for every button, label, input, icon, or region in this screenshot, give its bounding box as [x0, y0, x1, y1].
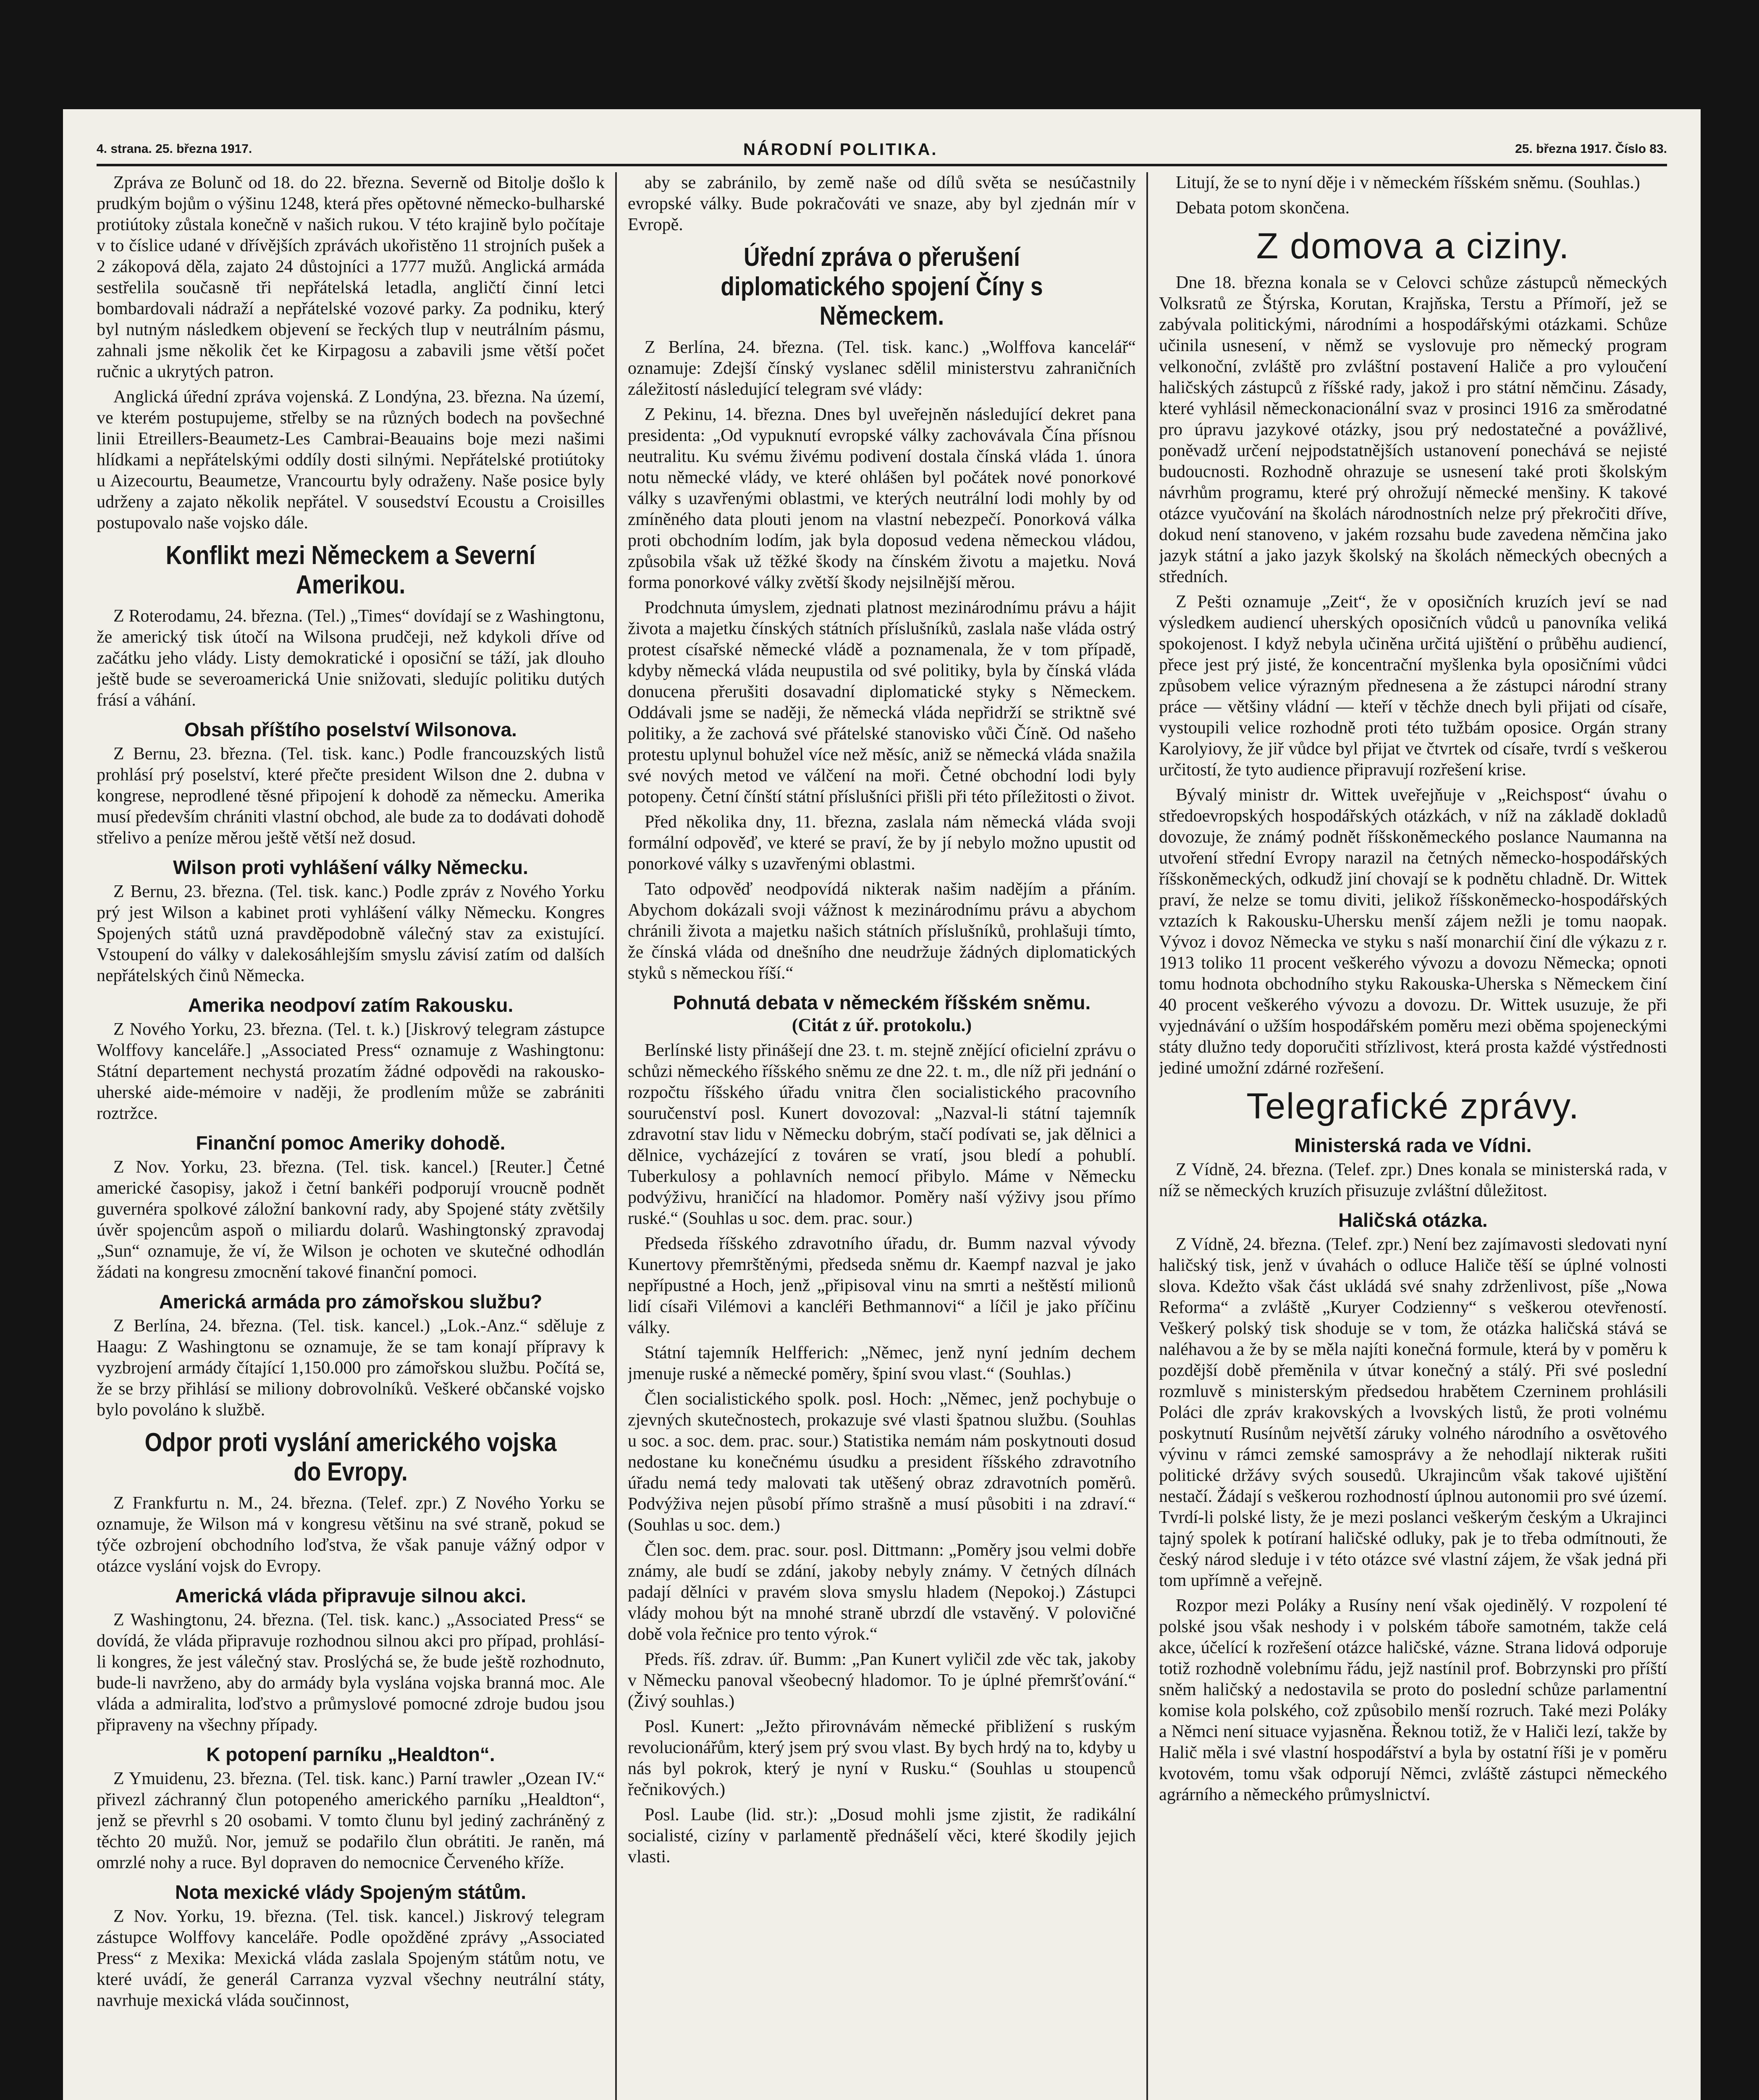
article-paragraph: Z Washingtonu, 24. března. (Tel. tisk. kanc.) „Associated Press“ se dovídá, že vláda připravuje rozhodnou silnou akci pro případ, prohlásí-li kongres, že jest válečný stav. Proslýchá se, že bude ještě rozhodnuto, bude-li navrženo, aby do armády byla vyslána vojska branná moc. Ale vláda a admiralita, loďstvo a průmyslové pomocné zdroje budou jsou připraveny na všechny případy. — [97, 1610, 605, 1735]
article — [1159, 172, 1667, 218]
article — [1159, 1134, 1667, 1201]
article-heading: Konflikt mezi Německem a Severní Amerikou. — [165, 541, 536, 599]
article-paragraph: Z Bernu, 23. března. (Tel. tisk. kanc.) Podle zpráv z Nového Yorku prý jest Wilson a kabinet proti vyhlášení války Německu. Kongres Spojených států uzná pravděpodobně válečný stav za existující. Vstoupení do války v dalekosáhlejším smyslu závisí zatím od dalších nepřátelských činů Německa. — [97, 882, 605, 985]
article-paragraph: Litují, že se to nyní děje i v německém říšském sněmu. (Souhlas.) — [1176, 173, 1640, 192]
article — [628, 243, 1136, 984]
column-divider — [1146, 172, 1148, 2100]
article-paragraph: Tato odpověď neodpovídá nikterak našim nadějím a přáním. Abychom dokázali svoji vážnost k mezinárodnímu právu a abychom chránili života a majetku našich státních příslušníků, prohlašuji tímto, že čínská vláda od dnešního dne neudržuje žádných diplomatických styků s německou říší.“ — [628, 879, 1136, 983]
page-date-left: 4. strana. 25. března 1917. — [97, 142, 252, 156]
article — [1159, 226, 1667, 1079]
article-heading: Z domova a ciziny. — [1256, 226, 1570, 266]
article — [1159, 1209, 1667, 1805]
article-paragraph: Člen socialistického spolk. posl. Hoch: „Němec, jenž pochybuje o zjevných skutečnostech, prokazuje své vlasti špatnou službu. (Souhlas u soc. a soc. dem. prac. sour.) Statistika nemám nám poskytnouti dosud nedostane ku konečnému úsudku a president říšského zdravotního úřadu nemá tedy malovati tak utěšený obraz zdravotních poměrů. Podvýživa nejen působí přímo strašně a musí působiti i na zdraví.“ (Souhlas u soc. dem.) — [628, 1389, 1136, 1535]
article-heading: Pohnutá debata v německém říšském sněmu. — [673, 992, 1091, 1013]
article-paragraph: Z Roterodamu, 24. března. (Tel.) „Times“ dovídají se z Washingtonu, že americký tisk útočí na Wilsona prudčeji, než kdykoli dříve od začátku jeho vlády. Listy demokratické i oposiční se táží, jak dlouho ještě bude se severoamerická Unie snižovati, sledujíc politiku dutých frásí a váhání. — [97, 606, 605, 710]
article-heading: K potopení parníku „Healdton“. — [206, 1743, 495, 1765]
article-paragraph: Bývalý ministr dr. Wittek uveřejňuje v „Reichspost“ úvahu o středoevropských hospodářských otázkách, v níž na základě dokladů dovozuje, že známý podnět říšskoněmeckého poslance Naumanna na utvoření střední Evropy narazil na četných německo-hospodářských říšskoněmeckých, odkudž jiní chovají se k podnětu chladně. Dr. Wittek praví, že nelze se tomu diviti, jelikož říšskoněmecko-hospodářských vztazích k Rakousku-Uhersku menší zájem nežli je tomu naopak. Vývoz i dovoz Německa ve styku s naší monarchií činí dle výkazu z r. 1913 toliko 11 procent veškerého vývozu a dovozu Německa; opnoti tomu hodnota obchodního styku Rakouska-Uherska s Německem činí 40 procent veškerého vývozu a dovozu. Dr. Wittek usuzuje, že při vyjednávání o užším hospodářském poměru mezi oběma spojeneckými státy dlužno tedy doporučiti střízlivost, která prosta každé výstřednosti jediné umožní zdárné rozřešení. — [1159, 785, 1667, 1078]
article — [97, 994, 605, 1124]
column-2 — [628, 172, 1136, 2100]
article — [97, 1428, 605, 1577]
column-1 — [97, 172, 605, 2100]
article-paragraph: Dne 18. března konala se v Celovci schůze zástupců německých Volksratů ze Štýrska, Korutan, Krajňska, Terstu a Přímoří, jež se zabývala politickými, národními a hospodářskými otázkami. Schůze učinila usnesení, v němž se vyslovuje pro německý program velkonoční, zvláště pro zvláštní postavení Haliče a pro vyloučení haličských zástupců z říšské rady, jakož i pro státní němčinu. Zásady, které vyhlásil německonacionální svaz v prosinci 1916 za směrodatné pro úpravu jazykové otázky, jsou prý nedostatečné a povážlivé, poněvadž určení nejpodstatnějších ustanovení ponechává se nejisté budoucnosti. Rozhodně ohrazuje se usnesení také proti školským návrhům programu, které prý ohrožují německé menšiny. K takové otázce vyučování na školách národnostních nelze prý překročiti dříve, dokud není stanoveno, v jakém rozsahu bude zavedena němčina jako jazyk státní a jako jazyk školský na školách německých obecných a středních. — [1159, 273, 1667, 586]
article-paragraph: Rozpor mezi Poláky a Rusíny není však ojedinělý. V rozpolení té polské jsou však neshody i v polském táboře samotném, takže celá akce, účelící k rozřešení otázce haličské, vázne. Strana lidová odporuje totiž rozhodně volebnímu řádu, jejž nastínil prof. Bobrzynski pro příští sněm haličský a nedostavila se proto do poslední schůze parlamentní komise kola polského, což způsobilo menší rozruch. Také mezi Poláky a Němci není situace vyjasněna. Řeknou totiž, že v Haliči lezí, takže by Halič měla i své vlastní hospodářství a byla by ostatní říši je v poměru kvotovém, tomu však odporují Němci, zvláště zástupci německého agrárního a německého průmyslnictví. — [1159, 1596, 1667, 1804]
article-paragraph: Předs. říš. zdrav. úř. Bumm: „Pan Kunert vyličil zde věc tak, jakoby v Německu panoval všeobecný hladomor. To je úplné přemršťování.“ (Živý souhlas.) — [628, 1650, 1136, 1711]
article — [97, 1131, 605, 1283]
article — [97, 1584, 605, 1735]
article-paragraph: Z Ymuidenu, 23. března. (Tel. tisk. kanc.) Parní trawler „Ozean IV.“ přivezl záchranný člun potopeného amerického parníku „Healdton“, jenž se převrhl s 20 osobami. V tomto člunu byl jediný zachráněný z těchto 20 mužů. Nor, jemuž se podařilo člun obrátiti. Je raněn, má omrzlé nohy a ruce. Byl dopraven do nemocnice Červeného kříže. — [97, 1769, 605, 1872]
article-heading: Úřední zpráva o přerušení diplomatického spojení Číny s Německem. — [721, 243, 1043, 331]
article — [1159, 1086, 1667, 1126]
article-heading: Americká armáda pro zámořskou službu? — [159, 1291, 543, 1312]
article-paragraph: Z Berlína, 24. března. (Tel. tisk. kancel.) „Lok.-Anz.“ sděluje z Haagu: Z Washingtonu se oznamuje, že se tam konají přípravy k vyzbrojení armády čítající 1,150.000 pro zámořskou službu. Počítá se, že se brzy přihlásí se miliony dobrovolníků. Veškeré občanské vojsko bylo povoláno k službě. — [97, 1316, 605, 1420]
article-paragraph: Anglická úřední zpráva vojenská. Z Londýna, 23. března. Na území, ve kterém postupujeme, střelby se na různých bodech na povšechné linii Etreillers-Beaumetz-Les Cambrai-Beauains boje mezi našimi hlídkami a nepřátelskými oddíly dosti silnými. Nepřátelské protiútoky u Aizecourtu, Beaumetze, Vrancourtu byly odraženy. Naše posice byly udrženy a zajato několik nepřátel. V sousedství Ecoustu a Croisilles postupovalo naše vojsko dále. — [97, 387, 605, 533]
article-paragraph: Posl. Laube (lid. str.): „Dosud mohli jsme zjistit, že radikální socialisté, cizíny v parlamentě přednášelí věci, které škodily jejich vlasti. — [628, 1805, 1136, 1866]
column-3 — [1159, 172, 1667, 2100]
page-date-issue: 25. března 1917. Číslo 83. — [1515, 142, 1667, 156]
article-paragraph: Z Frankfurtu n. M., 24. března. (Telef. zpr.) Z Nového Yorku se oznamuje, že Wilson má v kongresu většinu na své straně, pokud se týče ozbrojení obchodního loďstva, že však panuje vážný odpor v otázce vyslání vojsk do Evropy. — [97, 1494, 605, 1576]
article-heading: Haličská otázka. — [1338, 1209, 1488, 1231]
article-heading: Ministerská rada ve Vídni. — [1294, 1134, 1532, 1156]
article-paragraph: Z Nov. Yorku, 23. března. (Tel. tisk. kancel.) [Reuter.] Četné americké časopisy, jakož i četní bankéři podporují vroucně podnět guvernéra spolkové záložní bankovní rady, aby Spojené státy zvětšily úvěr spojencům aspoň o miliardu dolarů. Washingtonský zpravodaj „Sun“ oznamuje, že ví, že Wilson je ochoten ve skutečné odhodlán žádati na kongresu zmocnění takové finanční pomoci. — [97, 1158, 605, 1282]
article-subheading: (Citát z úř. protokolu.) — [792, 1015, 972, 1035]
newspaper-page — [63, 109, 1701, 2100]
article-paragraph: Berlínské listy přinášejí dne 23. t. m. stejně znějící oficielní zprávu o schůzi německého říšského sněmu ze dne 22. t. m., dle níž při jednání o rozpočtu říšského úřadu vnitra člen socialistického pracovního souručenství posl. Kunert dovozoval: „Nazval-li státní tajemník zdravotní stav lidu v Německu dobrým, stačí podívati se, jak dělnici a dělnice, vycházející z továren se vratí, jsou bledí a pohublí. Tuberkulosy a pohlavních nemocí přibylo. Máme v Německu podvýživu, hraničící na hladomor. Poměry naší výživy jsou přímo ruské.“ (Souhlas u soc. dem. prac. sour.) — [628, 1041, 1136, 1228]
article — [97, 718, 605, 848]
article-heading: Wilson proti vyhlášení války Německu. — [173, 856, 528, 878]
article-heading: Obsah příštího poselství Wilsonova. — [184, 719, 517, 740]
article-paragraph: Z Nov. Yorku, 19. března. (Tel. tisk. kancel.) Jiskrový telegram zástupce Wolffovy kanceláře. Podle opožděné zprávy „Associated Press“ z Mexika: Mexická vláda zaslala Spojeným státům notu, ve které uvádí, že generál Carranza vyzval všechny neutrální státy, navrhuje mexická vláda součinnost, — [97, 1907, 605, 2010]
masthead — [97, 139, 1667, 166]
article — [97, 1743, 605, 1873]
article-heading: Odpor proti vyslání amerického vojska do Evropy. — [144, 1428, 557, 1486]
article — [97, 541, 605, 711]
article-paragraph: Z Vídně, 24. března. (Telef. zpr.) Není bez zajímavosti sledovati nyní haličský tisk, jenž v úvahách o odluce Haliče těší se úplné volnosti slova. Kdežto však část ukládá své snahy zdrženlivost, píše „Nowa Reforma“ a zvláště „Kuryer Codzienny“ s veškerou otevřeností. Veškerý polský tisk shoduje se v tom, že otázka haličská stává se naléhavou a že by se měla najíti konečná formule, která by v poměru k pozdější době přeměnila v útvar konečný a stálý. Při své poslední rozmluvě s ministerským předsedou hrabětem Czerninem prohlásili Poláci dle zpráv krakovských a lvovských listů, že proti volnému poskytnutí Rusínům největší záruky volného národního a osvětového vývinu v rámci zemské samosprávy a že nehodlají nikterak rušiti politické držávy svých sousedů. Ukrajincům však takové ujištění nestačí. Žádají s veškerou rozhodností úplnou autonomii pro své území. Tvrdí-li polské listy, že je mezi poslanci veškerým českým a Ukrajinci tajný spolek k potíraní haličské odluky, pak je to třeba odmítnouti, že český národ sleduje i v této otázce své vlastní zájem, že však jedná při tom upřímně a veřejně. — [1159, 1235, 1667, 1590]
article-paragraph: Z Vídně, 24. března. (Telef. zpr.) Dnes konala se ministerská rada, v níž se německých kruzích přisuzuje zvláštní důležitost. — [1159, 1160, 1667, 1200]
article-paragraph: Debata potom skončena. — [1176, 198, 1350, 218]
article — [628, 991, 1136, 1867]
article-paragraph: Z Pešti oznamuje „Zeit“, že v oposičních kruzích jeví se nad výsledkem audiencí uherských oposičních vůdců u panovníka veliká spokojenost. I když nebyla učiněna určitá ujištění o průběhu audiencí, přece jest prý jisté, že koncentrační myšlenka byla oposičními vůdci způsobem velice výrazným přednesena a že zástupci národní strany práce — většiny vládní — kteří v těchže dnech byli přijati od císaře, vystoupili velice rozhodně proti této tužbám oposice. Orgán strany Karolyiovy, že jiř vůdce byl přijat ve čtvrtek od císaře, tvrdí s veškerou určitostí, že tyto audience připravují rozřešení krise. — [1159, 592, 1667, 780]
article-heading: Amerika neodpoví zatím Rakousku. — [188, 994, 514, 1016]
article-paragraph: Před několika dny, 11. března, zaslala nám německá vláda svoji formální odpověď, ve které se praví, že by jí nebylo možno upustit od ponorkové války s uzavřenými oblastmi. — [628, 812, 1136, 874]
article-paragraph: Státní tajemník Helfferich: „Němec, jenž nyní jedním dechem jmenuje ruské a německé poměry, špiní svou vlast.“ (Souhlas.) — [628, 1343, 1136, 1383]
article-heading: Telegrafické zprávy. — [1246, 1086, 1580, 1126]
article-heading: Nota mexické vlády Spojeným státům. — [175, 1881, 526, 1903]
article-paragraph: Prodchnuta úmyslem, zjednati platnost mezinárodnímu právu a hájit života a majetku čínských státních příslušníků, zaslala naše vláda ostrý protest císařské německé vládě a poznamenala, že v tom případě, kdyby německá vláda neupustila od své politiky, byla by čínská vláda donucena přerušiti dosavadní diplomatické styky s Německem. Oddávali jsme se naději, že německá vláda nepřidrží se striktně své politiky, a že zachová své přátelské stanovisko vůči Číně. Od našeho protestu uplynul bohužel více než měsíc, aniž se německá vláda snažila své nových metod ve válčení na moři. Četné obchodní lodi byly potopeny. Četní čínští státní příslušníci přišli při této příležitosti o život. — [628, 598, 1136, 806]
article-heading: Americká vláda připravuje silnou akci. — [175, 1585, 527, 1606]
article-paragraph: aby se zabránilo, by země naše od dílů světa se nesúčastnily evropské války. Bude pokračováti ve snaze, aby byl zjednán mír v Evropě. — [628, 173, 1136, 234]
article — [628, 172, 1136, 235]
article-heading: Finanční pomoc Ameriky dohodě. — [196, 1132, 506, 1154]
article — [97, 172, 605, 533]
article-paragraph: Zpráva ze Bolunč od 18. do 22. března. Severně od Bitolje došlo k prudkým bojům o výšinu 1248, která přes opětovné německo-bulharské protiútoky zůstala konečně v našich rukou. V této krajině bylo počítaje v to číslice udané v dřívějších zprávách ukořistěno 11 strojních pušek a 2 zákopová děla, zajato 24 důstojníci a 1777 mužů. Anglická armáda sestřelila současně tři nepřátelská letadla, angličtí činní letci bombardovali nádraží a nepřátelské vozové parky. Za podniku, který byl nutným následkem objevení se řeckých tlup v neutrálním pásmu, zahnali jsme několik čet ke Kirpagosu a zabavili jsme větší počet ručnic a ukrytých patron. — [97, 173, 605, 381]
article-paragraph: Člen soc. dem. prac. sour. posl. Dittmann: „Poměry jsou velmi dobře známy, ale budí se zdání, jakoby nebyly známy. V četných dílnách padají dělníci v pravém slova smyslu hladem (Nepokoj.) Zástupci vlády mohou být na mnohé straně ubrzdí dle vstavěný. V polovičné době vola řečnice pro tento výrok.“ — [628, 1541, 1136, 1644]
article-paragraph: Z Bernu, 23. března. (Tel. tisk. kanc.) Podle francouzských listů prohlásí prý poselství, které přečte president Wilson dne 2. dubna v kongrese, neprodlené těsné připojení k dohodě za německu. Amerika musí především chrániti vlastní obchod, ale bude za to dodávati dohodě střelivo a peníze měrou ještě větší než dosud. — [97, 744, 605, 848]
newspaper-title: NÁRODNÍ POLITIKA. — [743, 140, 938, 159]
article-paragraph: Z Nového Yorku, 23. března. (Tel. t. k.) [Jiskrový telegram zástupce Wolffovy kanceláře.] „Associated Press“ oznamuje z Washingtonu: Státní departement nechystá prozatím žádné odpovědi na rakousko-uherské aide-mémoire v naději, že prodlením může se zabrániti roztržce. — [97, 1020, 605, 1123]
article-paragraph: Předseda říšského zdravotního úřadu, dr. Bumm nazval vývody Kunertovy přemrštěnými, předseda sněmu dr. Kaempf nazval je jako nepřípustné a Hoch, jenž „připisoval vinu na smrti a neštěstí milionů lidí císaři Vilémovi a kancléři Bethmannovi“ a líčil je jako příčinu války. — [628, 1234, 1136, 1337]
article — [97, 1290, 605, 1420]
article-paragraph: Z Berlína, 24. března. (Tel. tisk. kanc.) „Wolffova kancelář“ oznamuje: Zdejší čínský vyslanec sdělil ministerstvu zahraničních záležitostí následující telegram své vlády: — [628, 338, 1136, 399]
article — [97, 1881, 605, 2011]
article-paragraph: Z Pekinu, 14. března. Dnes byl uveřejněn následující dekret pana presidenta: „Od vypuknutí evropské války zachovávala Čína přísnou neutralitu. Ku svému živému podivení dostala čínská vláda 1. února notu německé vlády, ve které ohlášen byl počátek nové ponorkové války s uzavřenými oblastmi, ve kterých neutrální lodi mohly by od zmíněného data plouti jenom na vlastní nebezpečí. Ponorková válka proti obchodním lodím, jak byla doposud vedena německou vládou, způsobila však už těžké škody na čínském životu a majetku. Nová forma ponorkové války zvětší škody nejsilnější měrou. — [628, 405, 1136, 592]
column-divider — [615, 172, 617, 2100]
article-paragraph: Posl. Kunert: „Ježto přirovnávám německé přibližení s ruským revolucionářům, který jsem prý svou vlast. By bych hrdý na to, kdyby u nás byl pokrok, který je nyní v Rusku.“ (Souhlas u stoupenců řečnikových.) — [628, 1717, 1136, 1799]
article — [97, 856, 605, 986]
